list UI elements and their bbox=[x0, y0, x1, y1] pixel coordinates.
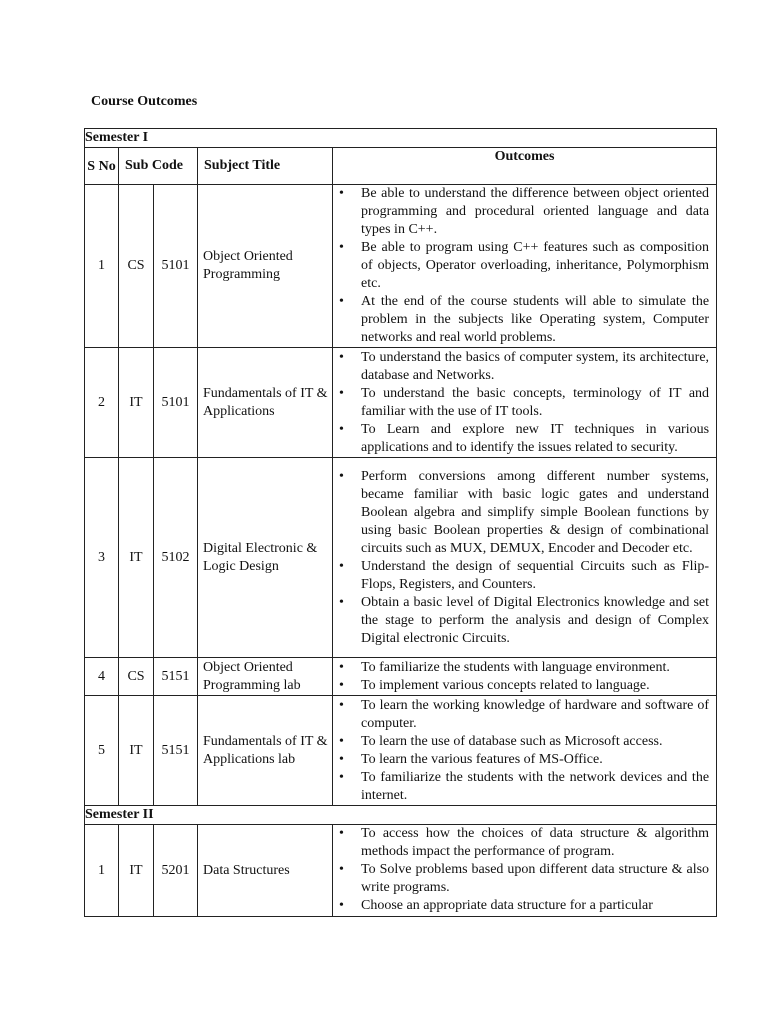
cell-sno: 4 bbox=[85, 658, 119, 696]
semester-label: Semester II bbox=[85, 806, 717, 825]
cell-outcomes bbox=[333, 825, 717, 917]
semester-label: Semester I bbox=[85, 129, 717, 148]
outcome-item: • To Solve problems based upon different data structure & also write programs. bbox=[333, 861, 716, 897]
outcome-item: • To understand the basic concepts, terminology of IT and familiar with the use of IT tools. bbox=[333, 385, 716, 421]
header-subject-title: Subject Title bbox=[198, 148, 333, 185]
outcome-item: • To implement various concepts related to language. bbox=[333, 677, 716, 695]
outcome-item: • To familiarize the students with language environment. bbox=[333, 659, 716, 677]
outcome-item: • To learn the working knowledge of hardware and software of computer. bbox=[333, 697, 716, 733]
cell-sno: 3 bbox=[85, 458, 119, 658]
outcome-item: • Be able to understand the difference between object oriented programming and procedural oriented language and data types in C++. bbox=[333, 185, 716, 239]
semester-row bbox=[85, 806, 717, 825]
table-row bbox=[85, 658, 717, 696]
course-outcomes-table bbox=[84, 128, 717, 917]
table-row bbox=[85, 696, 717, 806]
cell-sno: 5 bbox=[85, 696, 119, 806]
cell-sno: 2 bbox=[85, 348, 119, 458]
outcome-item: • To learn the various features of MS-Office. bbox=[333, 751, 716, 769]
page-heading: Course Outcomes bbox=[91, 94, 198, 109]
outcome-item: • To Learn and explore new IT techniques in various applications and to identify the issues related to security. bbox=[333, 421, 716, 457]
outcome-item: • To learn the use of database such as Microsoft access. bbox=[333, 733, 716, 751]
cell-subject-title: Object Oriented Programming bbox=[198, 185, 333, 348]
header-outcomes: Outcomes bbox=[333, 148, 717, 185]
cell-subject-title: Data Structures bbox=[198, 825, 333, 917]
cell-dept: IT bbox=[119, 825, 154, 917]
cell-sno: 1 bbox=[85, 185, 119, 348]
outcome-item: • To familiarize the students with the network devices and the internet. bbox=[333, 769, 716, 805]
semester-row bbox=[85, 129, 717, 148]
header-sno: S No bbox=[85, 148, 119, 185]
outcome-item: • To understand the basics of computer system, its architecture, database and Networks. bbox=[333, 349, 716, 385]
cell-outcomes bbox=[333, 696, 717, 806]
cell-dept: IT bbox=[119, 458, 154, 658]
cell-outcomes bbox=[333, 185, 717, 348]
cell-subject-title: Fundamentals of IT & Applications lab bbox=[198, 696, 333, 806]
cell-subject-title: Object Oriented Programming lab bbox=[198, 658, 333, 696]
cell-dept: CS bbox=[119, 185, 154, 348]
cell-dept: CS bbox=[119, 658, 154, 696]
cell-code: 5151 bbox=[154, 696, 198, 806]
outcome-item: • Choose an appropriate data structure for a particular bbox=[333, 897, 716, 915]
outcome-item: • To access how the choices of data structure & algorithm methods impact the performance of program. bbox=[333, 825, 716, 861]
outcome-item: • Obtain a basic level of Digital Electronics knowledge and set the stage to perform the analysis and design of Complex Digital electronic Circuits. bbox=[333, 594, 716, 648]
outcome-item: • Be able to program using C++ features such as composition of objects, Operator overloading, inheritance, Polymorphism etc. bbox=[333, 239, 716, 293]
cell-code: 5101 bbox=[154, 348, 198, 458]
outcome-item: • At the end of the course students will able to simulate the problem in the subjects like Operating system, Computer networks and real world problems. bbox=[333, 293, 716, 347]
cell-sno: 1 bbox=[85, 825, 119, 917]
table-row bbox=[85, 825, 717, 917]
table-header-row bbox=[85, 148, 717, 185]
outcome-item: • Understand the design of sequential Circuits such as Flip-Flops, Registers, and Counters. bbox=[333, 558, 716, 594]
cell-subject-title: Digital Electronic & Logic Design bbox=[198, 458, 333, 658]
table-row bbox=[85, 185, 717, 348]
table-row bbox=[85, 458, 717, 658]
header-sub-code: Sub Code bbox=[119, 148, 198, 185]
cell-code: 5201 bbox=[154, 825, 198, 917]
cell-code: 5102 bbox=[154, 458, 198, 658]
cell-dept: IT bbox=[119, 696, 154, 806]
cell-dept: IT bbox=[119, 348, 154, 458]
outcome-item: • Perform conversions among different number systems, became familiar with basic logic gates and understand Boolean algebra and simplify simple Boolean functions by using basic Boolean properties & design of combinational circuits such as MUX, DEMUX, Encoder and Decoder etc. bbox=[333, 468, 716, 558]
cell-code: 5151 bbox=[154, 658, 198, 696]
cell-code: 5101 bbox=[154, 185, 198, 348]
cell-outcomes bbox=[333, 348, 717, 458]
cell-outcomes bbox=[333, 458, 717, 658]
cell-outcomes bbox=[333, 658, 717, 696]
table-row bbox=[85, 348, 717, 458]
cell-subject-title: Fundamentals of IT & Applications bbox=[198, 348, 333, 458]
